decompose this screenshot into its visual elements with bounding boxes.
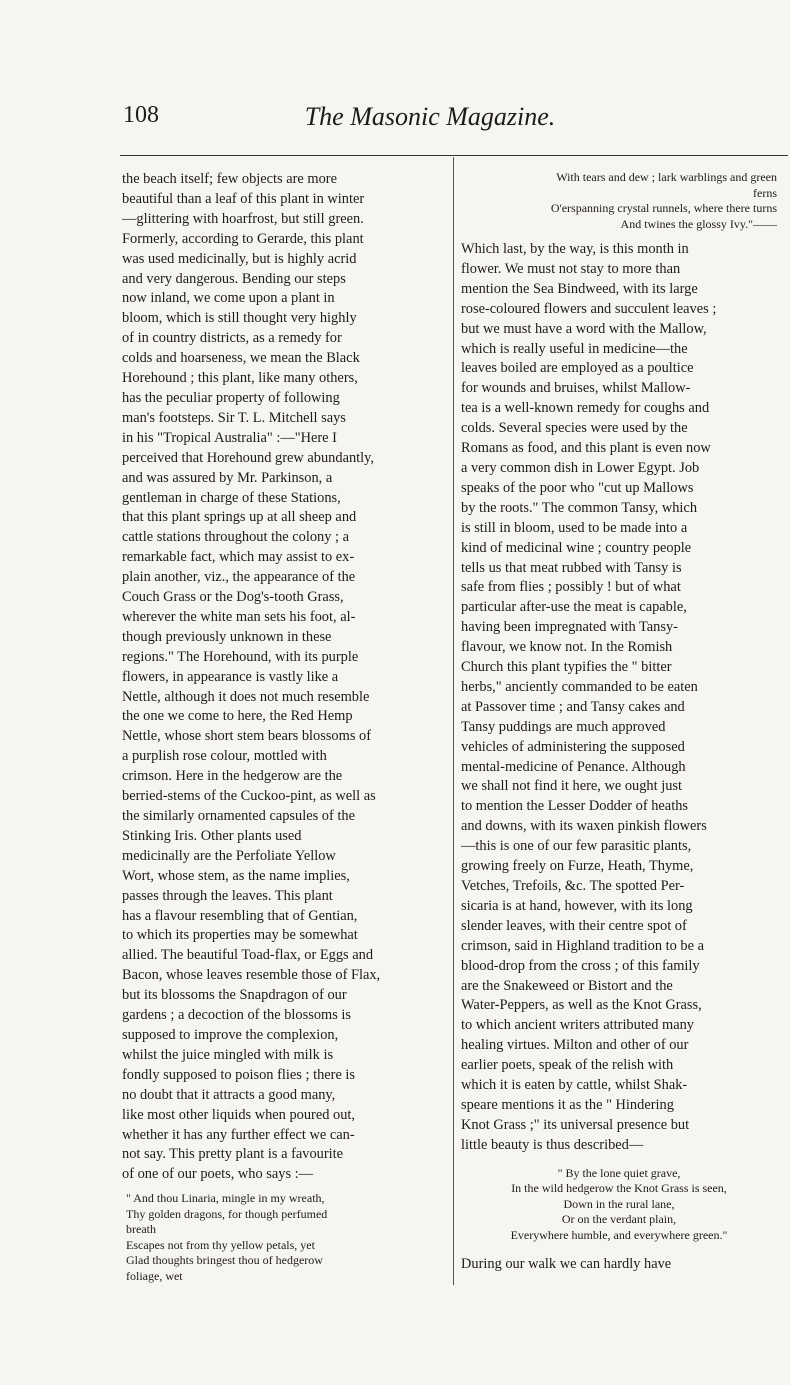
running-title: The Masonic Magazine.	[304, 102, 556, 131]
left-column-text: the beach itself; few objects are more beautiful than a leaf of this plant in winter —glittering with hoarfrost, but still green. Formerly, according to Gerarde, this plant was used medicinally, but is highly acrid and very dangerous. Bending our steps now inland, we come upon a plant in bloom, which is still thought very highly of in country districts, as a remedy for colds and hoarseness, we mean the Black Horehound ; this plant, like many others, has the peculiar property of following man's footsteps. Sir T. L. Mitchell says in his "Tropical Australia" :—"Here I perceived that Horehound grew abundantly, and was assured by Mr. Parkinson, a gentleman in charge of these Stations, that this plant springs up at all sheep and cattle stations throughout the colony ; a remarkable fact, which may assist to ex- plain another, viz., the appearance of the Couch Grass or the Dog's-tooth Grass, wherever the white man sets his foot, al- though previously unknown in these regions." The Horehound, with its purple flowers, in appearance is vastly like a Nettle, although it does not much resemble the one we come to here, the Red Hemp Nettle, whose short stem bears blossoms of a purplish rose colour, mottled with crimson. Here in the hedgerow are the berried-stems of the Cuckoo-pint, as well as the similarly ornamented capsules of the Stinking Iris. Other plants used medicinally are the Perfoliate Yellow Wort, whose stem, as the name implies, passes through the leaves. This plant has a flavour resembling that of Gentian, to which its properties may be somewhat allied. The beautiful Toad-flax, or Eggs and Bacon, whose leaves resemble those of Flax, but its blossoms the Snapdragon of our gardens ; a decoction of the blossoms is supposed to improve the complexion, whilst the juice mingled with milk is fondly supposed to poison flies ; there is no doubt that it attracts a good many, like most other liquids when poured out, whether it has any further effect we can- not say. This pretty plant is a favourite of one of our poets, who says :—	[122, 171, 381, 1183]
right-column	[461, 170, 777, 1275]
left-column-verse: " And thou Linaria, mingle in my wreath, Thy golden dragons, for though perfumed breath Escapes not from thy yellow petals, yet Glad thoughts bringest thou of hedgerow foliage, wet	[126, 1191, 328, 1283]
left-column	[122, 170, 438, 1284]
right-column-closing: During our walk we can hardly have	[461, 1256, 672, 1273]
right-column-text: Which last, by the way, is this month in flower. We must not stay to more than mention the Sea Bindweed, with its large rose-coloured flowers and succulent leaves ; but we must have a word with the Mallow, which is really useful in medicine—the leaves boiled are employed as a poultice for wounds and bruises, whilst Mallow- tea is a well-known remedy for coughs and colds. Several species were used by the Romans as food, and this plant is even now a very common dish in Lower Egypt. Job speaks of the poor who "cut up Mallows by the roots." The common Tansy, which is still in bloom, used to be made into a kind of medicinal wine ; country people tells us that meat rubbed with Tansy is safe from flies ; possibly ! but of what particular after-use the meat is capable, having been impregnated with Tansy- flavour, we know not. In the Romish Church this plant typifies the " bitter herbs," anciently commanded to be eaten at Passover time ; and Tansy cakes and Tansy puddings are much approved vehicles of administering the supposed mental-medicine of Penance. Although we shall not find it here, we ought just to mention the Lesser Dodder of heaths and downs, with its waxen pinkish flowers —this is one of our few parasitic plants, growing freely on Furze, Heath, Thyme, Vetches, Trefoils, &c. The spotted Per- sicaria is at hand, however, with its long slender leaves, with their centre spot of crimson, said in Highland tradition to be a blood-drop from the cross ; of this family are the Snakeweed or Bistort and the Water-Peppers, as well as the Knot Grass, to which ancient writers attributed many healing virtues. Milton and other of our earlier poets, speak of the relish with which it is eaten by cattle, whilst Shak- speare mentions it as the " Hindering Knot Grass ;" its universal presence but little beauty is thus described—	[461, 241, 717, 1153]
page-number: 108	[123, 102, 159, 128]
header-rule	[120, 155, 788, 156]
column-divider	[453, 157, 454, 1285]
right-column-verse: " By the lone quiet grave, In the wild hedgerow the Knot Grass is seen, Down in the rural lane, Or on the verdant plain, Everywhere humble, and everywhere green."	[510, 1165, 728, 1242]
page-header	[0, 102, 790, 142]
right-column-verse-top: With tears and dew ; lark warblings and green ferns O'erspanning crystal runnels, where there turns And twines the glossy Ivy."——	[550, 170, 777, 231]
